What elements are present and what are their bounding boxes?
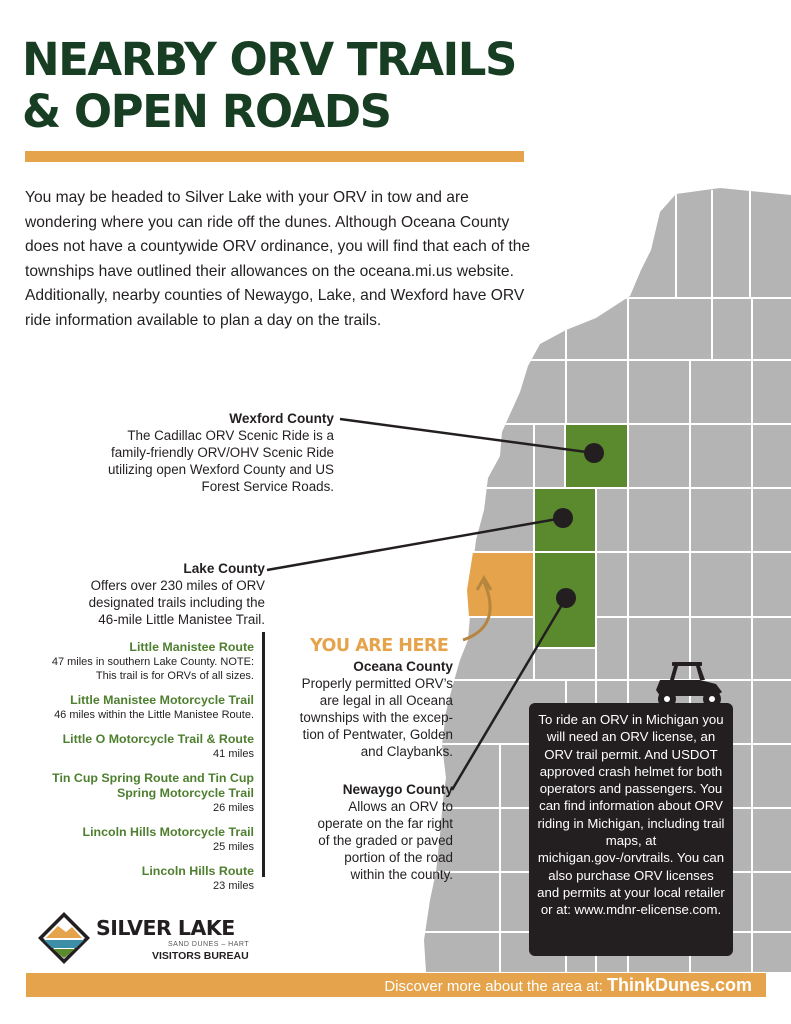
lake-title: Lake County	[183, 561, 265, 576]
footer-bar	[26, 973, 766, 997]
newaygo-line-4: portion of the road	[344, 850, 453, 865]
newaygo-line-1: Allows an ORV to	[348, 799, 453, 814]
dune-logo-icon	[36, 910, 92, 966]
trail-name: Little Manistee Motorcycle Trail	[70, 693, 254, 707]
orv-requirements-box: To ride an ORV in Michigan you will need an ORV license, an ORV trail permit. And USDOT approved crash helmet for both operators and passengers. You can find information about ORV riding in Michigan, including trail maps, at michigan.gov-/orvtrails. You can also purchase ORV licenses and permits at your local retailer or at: www.mdnr-elicense.com.	[529, 703, 733, 956]
logo-bureau: VISITORS BUREAU	[152, 950, 249, 962]
wexford-callout	[80, 410, 334, 495]
trail-name: Tin Cup Spring Route and Tin Cup Spring Motorcycle Trail	[52, 771, 254, 800]
newaygo-title: Newaygo County	[342, 782, 453, 797]
trail-name: Little O Motorcycle Trail & Route	[62, 732, 254, 746]
list-item	[40, 864, 254, 893]
oceana-line-1: Properly permitted ORV’s	[301, 676, 453, 691]
list-item	[40, 771, 254, 815]
wexford-line-1: The Cadillac ORV Scenic Ride is a	[127, 428, 334, 443]
wexford-line-2: family-friendly ORV/OHV Scenic Ride	[111, 445, 334, 460]
trail-desc: 46 miles within the Little Manistee Route.	[54, 709, 254, 721]
logo-subtitle: SAND DUNES – HART	[168, 941, 250, 948]
oceana-callout	[270, 658, 453, 760]
footer-website-link[interactable]: ThinkDunes.com	[606, 975, 752, 995]
wexford-line-4: Forest Service Roads.	[201, 479, 334, 494]
oceana-line-3: townships with the excep-	[299, 710, 453, 725]
silver-lake-logo	[36, 908, 276, 968]
oceana-title: Oceana County	[353, 659, 453, 674]
title-line-2: & OPEN ROADS	[22, 85, 391, 138]
newaygo-line-3: of the graded or paved	[318, 833, 453, 848]
trail-desc: 26 miles	[213, 802, 254, 814]
you-are-here-label: YOU ARE HERE	[310, 636, 449, 656]
page-title	[22, 34, 516, 138]
wexford-title: Wexford County	[229, 411, 334, 426]
oceana-county-shape	[466, 552, 534, 617]
trail-desc: 41 miles	[213, 748, 254, 760]
newaygo-line-2: operate on the far right	[317, 816, 453, 831]
newaygo-callout	[270, 781, 453, 883]
oceana-line-5: and Claybanks.	[360, 744, 453, 759]
logo-wordmark: SILVER LAKE	[96, 916, 235, 940]
title-underline	[25, 151, 524, 162]
lake-callout	[60, 560, 265, 628]
trail-name: Little Manistee Route	[129, 640, 254, 654]
trail-desc: 23 miles	[213, 880, 254, 892]
title-line-1: NEARBY ORV TRAILS	[22, 33, 516, 86]
oceana-line-2: are legal in all Oceana	[319, 693, 453, 708]
lake-line-3: 46-mile Little Manistee Trail.	[98, 612, 265, 627]
list-item	[40, 640, 254, 683]
newaygo-marker	[556, 588, 576, 608]
footer-text: Discover more about the area at:	[384, 978, 607, 995]
list-item	[40, 825, 254, 854]
trail-list	[40, 640, 254, 903]
list-item	[40, 732, 254, 761]
trail-name: Lincoln Hills Route	[141, 864, 254, 878]
lake-line-2: designated trails including the	[88, 595, 265, 610]
intro-paragraph: You may be headed to Silver Lake with your ORV in tow and are wondering where you can ride off the dunes. Although Oceana County does not have a countywide ORV ordinance, you will find that each of the townships have outlined their allowances on the oceana.mi.us website. Additionally, nearby counties of Newaygo, Lake, and Wexford have ORV ride information available to plan a day on the trails.	[25, 189, 531, 329]
trail-list-divider	[262, 632, 265, 877]
list-item	[40, 693, 254, 722]
trail-name: Lincoln Hills Motorcycle Trail	[82, 825, 254, 839]
trail-desc: 47 miles in southern Lake County. NOTE: This trail is for ORVs of all sizes.	[51, 656, 254, 682]
newaygo-line-5: within the county.	[350, 867, 453, 882]
lake-marker	[553, 508, 573, 528]
lake-line-1: Offers over 230 miles of ORV	[90, 578, 265, 593]
wexford-marker	[584, 443, 604, 463]
wexford-line-3: utilizing open Wexford County and US	[107, 462, 334, 477]
trail-desc: 25 miles	[213, 841, 254, 853]
oceana-line-4: tion of Pentwater, Golden	[302, 727, 453, 742]
